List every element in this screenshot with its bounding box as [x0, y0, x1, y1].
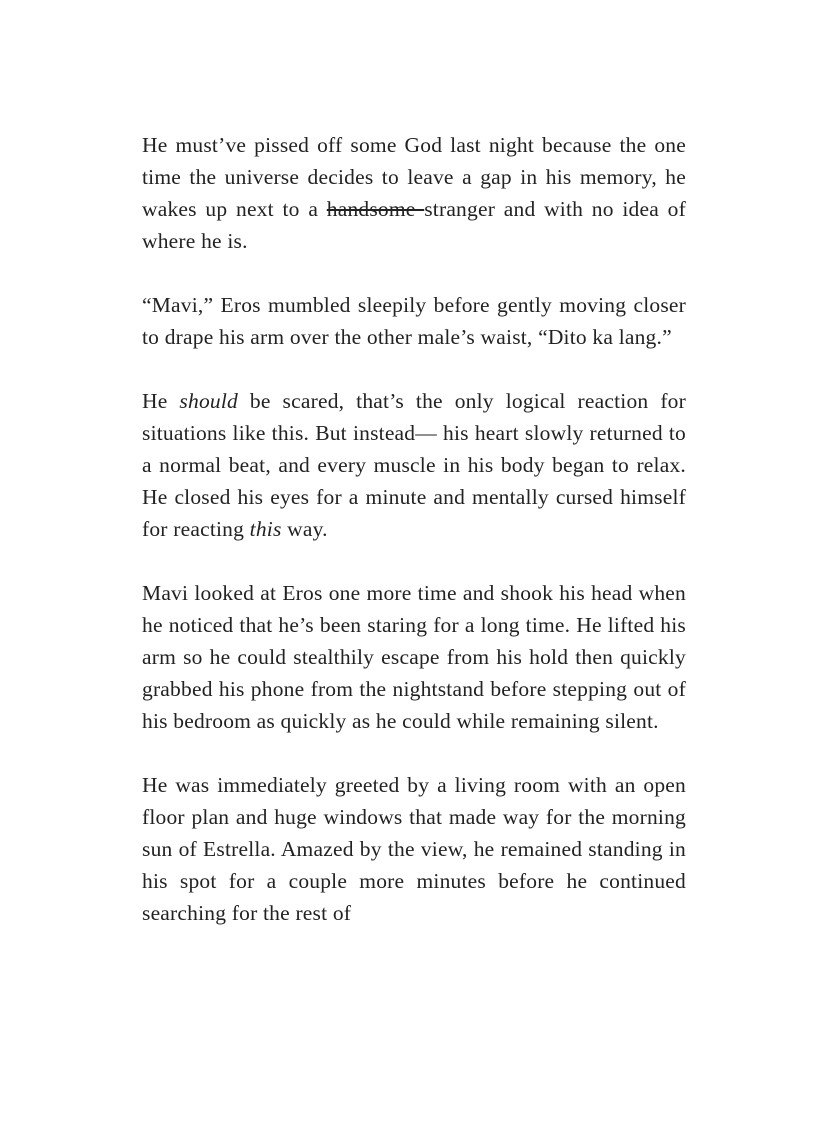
paragraph-3-text-end: way.: [281, 517, 328, 541]
paragraph-1-text-end: stranger and with no idea of where he is.: [142, 197, 686, 253]
italic-word-should: should: [179, 389, 238, 413]
story-page: [142, 129, 686, 961]
italic-word-this: this: [249, 517, 282, 541]
paragraph-3-text-mid: be scared, that’s the only logical reaction for situations like this. But instead— his heart slowly returned to a normal beat, and every muscle in his body began to relax. He closed his eyes for a minute and mentally cursed himself for reacting: [142, 389, 686, 541]
paragraph-3: [142, 385, 686, 545]
paragraph-1-text: He must’ve pissed off some God last night because the one time the universe decides to leave a gap in his memory, he wakes up next to a: [142, 133, 686, 221]
struck-word: handsome: [326, 197, 425, 221]
paragraph-1: [142, 129, 686, 257]
paragraph-3-text: He: [142, 389, 180, 413]
paragraph-5: He was immediately greeted by a living room with an open floor plan and huge windows that made way for the morning sun of Estrella. Amazed by the view, he remained standing in his spot for a couple more minutes before he continued searching for the rest of: [142, 773, 686, 925]
paragraph-2: “Mavi,” Eros mumbled sleepily before gently moving closer to drape his arm over the other male’s waist, “Dito ka lang.”: [142, 293, 686, 349]
paragraph-4: Mavi looked at Eros one more time and shook his head when he noticed that he’s been staring for a long time. He lifted his arm so he could stealthily escape from his hold then quickly grabbed his phone from the nightstand before stepping out of his bedroom as quickly as he could while remaining silent.: [142, 581, 686, 733]
